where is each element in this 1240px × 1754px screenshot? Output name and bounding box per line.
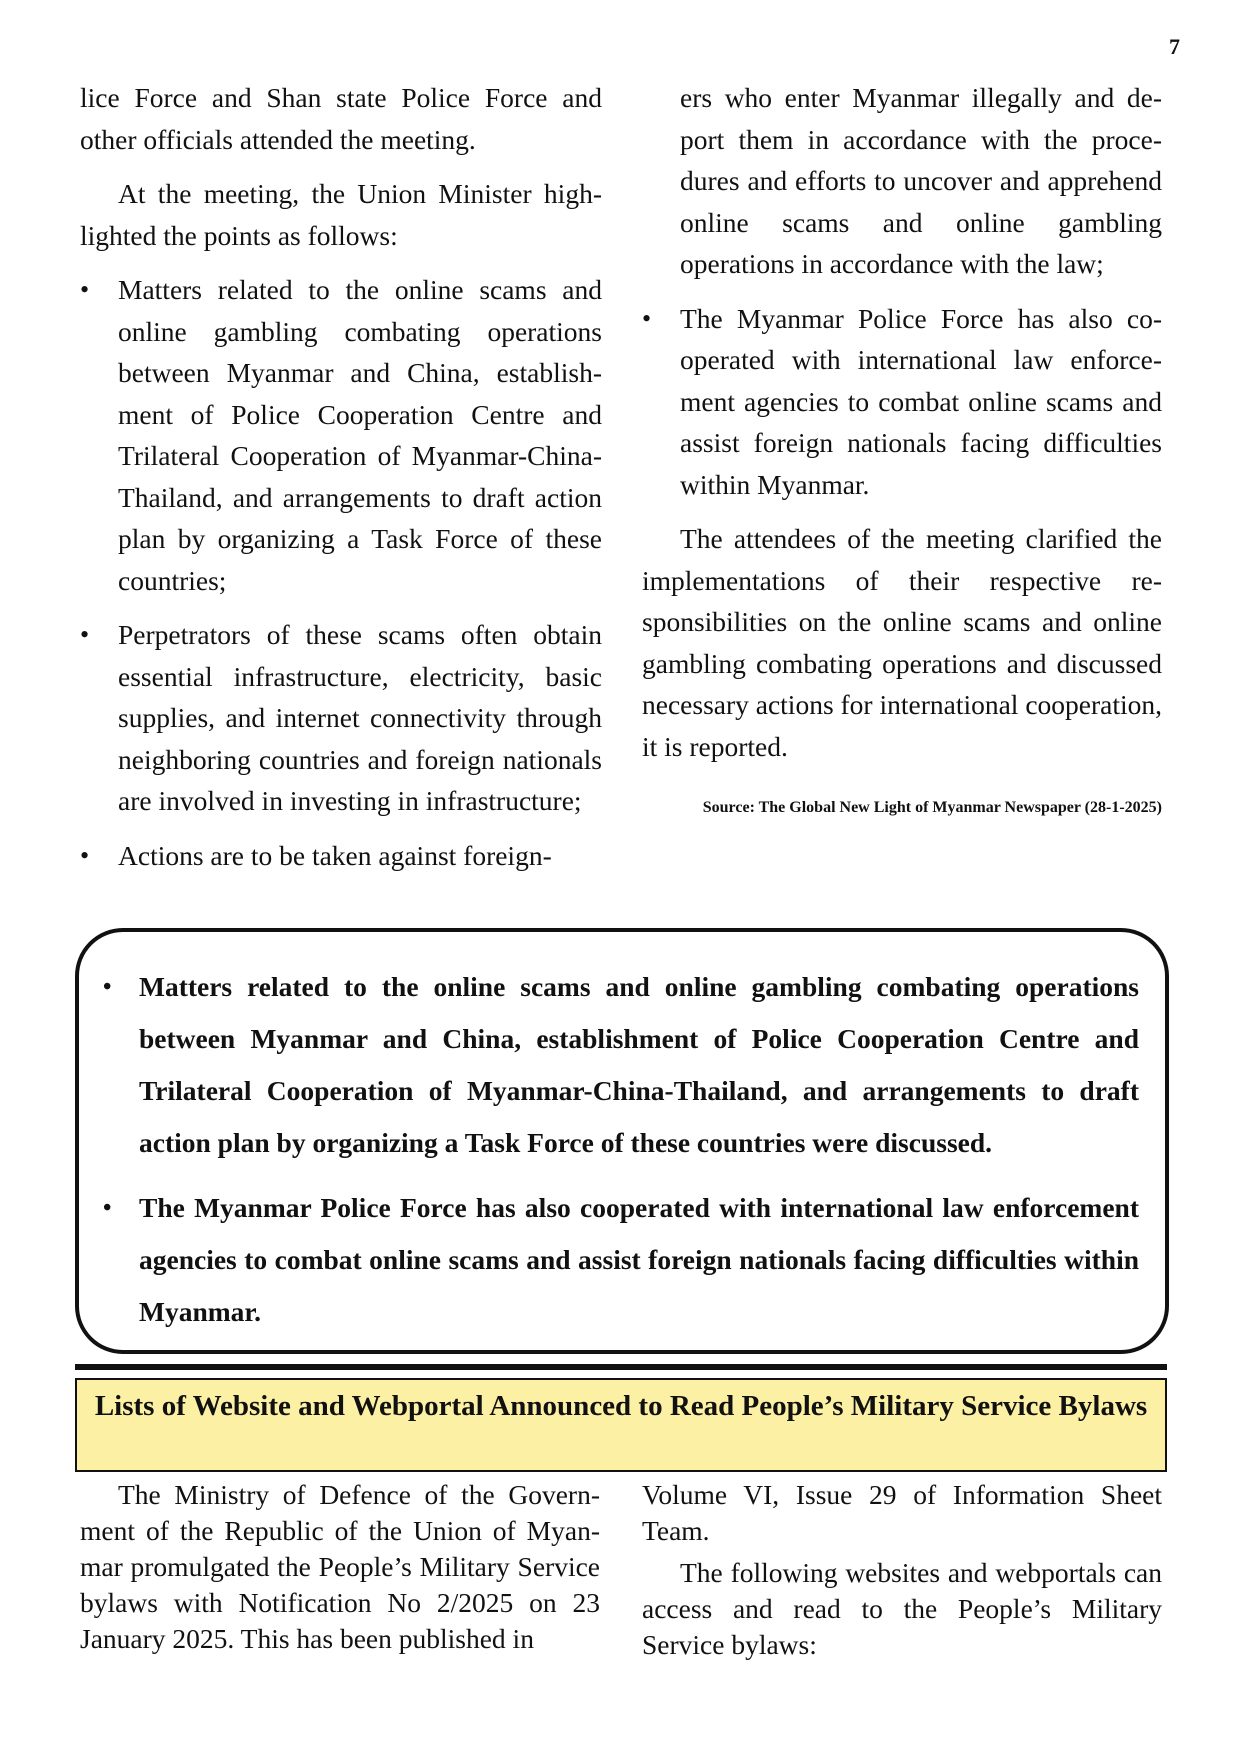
left-bullet-2: • Perpetrators of these scams often obtain essential infrastructure, electricity, basic supplies, and internet connectivity through neighboring countries and foreign nationals are involved in investing in infrastructure; (80, 614, 602, 822)
highlight-callout-box (75, 928, 1169, 1354)
bottom-left-paragraph: The Ministry of Defence of the Government of the Republic of the Union of Myanmar promulgated the People’s Military Service bylaws with Notification No 2/2025 on 23 January 2025. This has been published in (80, 1479, 600, 1654)
left-bullet-list (80, 269, 602, 876)
section-title: Lists of Website and Webportal Announced to Read People’s Military Service Bylaws (94, 1390, 1148, 1422)
left-column (80, 77, 602, 889)
left-paragraph-2: At the meeting, the Union Minister highlighted the points as follows: (80, 178, 602, 251)
left-bullet-1: • Matters related to the online scams and online gambling combating operations between Myanmar and China, establishment of Police Cooperation Centre and Trilateral Cooperation of Myanmar-China-Thailand, and arrangements to draft action plan by organizing a Task Force of these countries; (80, 269, 602, 601)
callout-item-2: • The Myanmar Police Force has also cooperated with international law enforcement agencies to combat online scams and assist foreign nationals facing difficulties within Myanmar. (139, 1182, 1139, 1338)
right-bullet-list (642, 298, 1162, 506)
section-divider (75, 1364, 1167, 1370)
callout-item-1: • Matters related to the online scams and online gambling combating operations between Myanmar and China, establishment of Police Cooperation Centre and Trilateral Cooperation of Myanmar-China-Thailand, and arrangements to draft action plan by organizing a Task Force of these countries were discussed. (139, 961, 1139, 1169)
source-citation: Source: The Global New Light of Myanmar Newspaper (28-1-2025) (702, 799, 1162, 816)
right-continued-bullet-text: ers who enter Myanmar illegally and deport them in accordance with the procedures and efforts to uncover and apprehend online scams and online gambling operations in accordance with the law; (680, 82, 1162, 279)
bottom-left-column (80, 1477, 600, 1663)
right-column (642, 77, 1162, 819)
right-paragraph: The attendees of the meeting clarified the implementations of their respective responsibilities on the online scams and online gambling combating operations and discussed necessary actions for international cooperation, it is reported. (642, 523, 1163, 762)
page-number: 7 (1169, 34, 1180, 59)
left-paragraph-1: lice Force and Shan state Police Force and other officials attended the meeting. (80, 82, 602, 155)
bottom-right-column (642, 1477, 1162, 1669)
bottom-right-continued-text: Volume VI, Issue 29 of Information Sheet Team. (642, 1479, 1162, 1546)
left-bullet-3: • Actions are to be taken against foreign- (80, 835, 602, 877)
callout-list (139, 961, 1139, 1338)
section-title-banner (75, 1378, 1167, 1472)
right-bullet: • The Myanmar Police Force has also cooperated with international law enforcement agencies to combat online scams and assist foreign nationals facing difficulties within Myanmar. (642, 298, 1162, 506)
bottom-right-paragraph: The following websites and webportals can access and read to the People’s Military Service bylaws: (642, 1557, 1162, 1660)
